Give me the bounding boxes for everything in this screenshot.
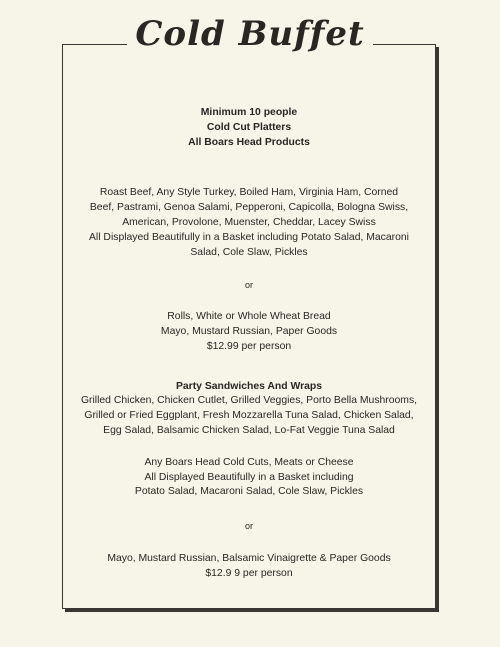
price: $12.9 9 per person	[205, 567, 293, 579]
extra-line: Potato Salad, Macaroni Salad, Cole Slaw, Pickles	[134, 486, 364, 498]
section2-description	[62, 394, 436, 438]
or-divider: or	[244, 521, 253, 532]
section2-options	[62, 552, 436, 582]
option-line: Mayo, Mustard Russian, Paper Goods	[160, 325, 338, 337]
description-line: American, Provolone, Muenster, Cheddar, Lacey Swiss	[122, 216, 376, 228]
section2-extra	[62, 456, 436, 500]
description-line: Roast Beef, Any Style Turkey, Boiled Ham, Virginia Ham, Corned	[99, 187, 399, 199]
description-line: Salad, Cole Slaw, Pickles	[190, 246, 308, 258]
description-line: Beef, Pastrami, Genoa Salami, Pepperoni, Capicolla, Bologna Swiss,	[89, 202, 409, 214]
price: $12.99 per person	[206, 340, 292, 352]
description-line: Grilled or Fried Eggplant, Fresh Mozzarella Tuna Salad, Chicken Salad,	[84, 410, 414, 422]
page-title: Cold Buffet	[127, 14, 372, 54]
description-line: Egg Salad, Balsamic Chicken Salad, Lo-Fat Veggie Tuna Salad	[103, 424, 395, 436]
extra-line: Any Boars Head Cold Cuts, Meats or Cheese	[144, 456, 354, 468]
option-line: Mayo, Mustard Russian, Balsamic Vinaigrette & Paper Goods	[107, 552, 391, 564]
section2-heading: Party Sandwiches And Wraps	[175, 380, 323, 392]
description-line: Grilled Chicken, Chicken Cutlet, Grilled Veggies, Porto Bella Mushrooms,	[80, 395, 418, 407]
or-divider: or	[244, 280, 253, 291]
section1-description	[62, 186, 436, 260]
menu-content	[62, 106, 436, 582]
extra-line: All Displayed Beautifully in a Basket including	[144, 471, 354, 483]
title-wrap	[0, 14, 500, 54]
header-min-people: Minimum 10 people	[200, 107, 298, 118]
header-products: All Boars Head Products	[188, 136, 310, 148]
description-line: All Displayed Beautifully in a Basket including Potato Salad, Macaroni	[89, 231, 409, 243]
header-platters: Cold Cut Platters	[206, 121, 292, 133]
section1-options	[62, 310, 436, 354]
option-line: Rolls, White or Whole Wheat Bread	[167, 311, 331, 323]
